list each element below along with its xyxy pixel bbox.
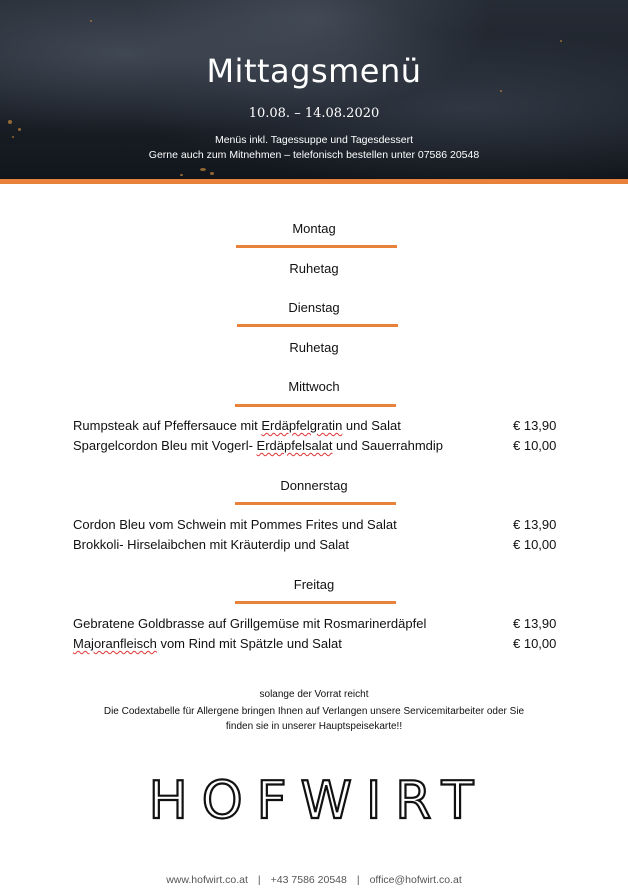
menu-item-price: € 10,00 [513,636,557,651]
decor-speck [18,128,21,131]
footer-email[interactable]: office@hofwirt.co.at [369,874,462,886]
footer-separator: | [356,874,360,886]
decor-speck [500,90,502,92]
closed-text-monday: Ruhetag [289,261,339,276]
day-heading-monday: Montag [292,221,336,236]
hofwirt-logo [128,770,508,828]
menu-item-price: € 10,00 [513,438,557,453]
day-heading-tuesday: Dienstag [288,300,340,315]
menu-item-price: € 13,90 [513,418,557,433]
logo-text: HOFWIRT [148,771,488,828]
menu-title: Mittagsmenü [206,52,422,90]
decor-speck [90,20,92,22]
menu-item-name: Cordon Bleu vom Schwein mit Pommes Frites und Salat [73,517,397,532]
note-stock: solange der Vorrat reicht [259,689,369,700]
info-line-1: Menüs inkl. Tagessuppe und Tagesdessert [214,134,414,146]
note-allergens-2: finden sie in unserer Hauptspeisekarte!! [225,721,403,732]
decor-speck [180,174,183,176]
day-divider [235,404,396,407]
date-range: 10.08. – 14.08.2020 [248,106,380,121]
decor-speck [200,168,206,171]
day-heading-wednesday: Mittwoch [288,379,340,394]
note-allergens-1: Die Codextabelle für Allergene bringen Ihnen auf Verlangen unsere Servicemitarbeiter oder Sie [103,706,525,717]
day-divider [237,324,398,327]
menu-item-name: Rumpsteak auf Pfeffersauce mit Erdäpfelgratin und Salat [73,418,401,433]
footer-website[interactable]: www.hofwirt.co.at [166,874,248,886]
menu-item-name: Spargelcordon Bleu mit Vogerl- Erdäpfelsalat und Sauerrahmdip [73,438,444,453]
decor-speck [210,172,214,175]
day-divider [236,245,397,248]
menu-item-price: € 13,90 [513,517,557,532]
footer-contact [0,874,628,886]
day-divider [235,502,396,505]
menu-item-price: € 13,90 [513,616,557,631]
menu-item-name: Brokkoli- Hirselaibchen mit Kräuterdip und Salat [73,537,350,552]
day-divider [235,601,396,604]
closed-text-tuesday: Ruhetag [289,340,339,355]
day-heading-friday: Freitag [293,577,335,592]
header-banner [0,0,628,180]
footer-separator: | [257,874,261,886]
accent-bar [0,179,628,184]
menu-item-name: Majoranfleisch vom Rind mit Spätzle und Salat [73,636,342,651]
footer-phone: +43 7586 20548 [270,874,347,886]
info-line-2: Gerne auch zum Mitnehmen – telefonisch bestellen unter 07586 20548 [148,149,480,161]
menu-item-name: Gebratene Goldbrasse auf Grillgemüse mit Rosmarinerdäpfel [73,616,427,631]
decor-speck [560,40,562,42]
menu-item-price: € 10,00 [513,537,557,552]
day-heading-thursday: Donnerstag [280,478,348,493]
